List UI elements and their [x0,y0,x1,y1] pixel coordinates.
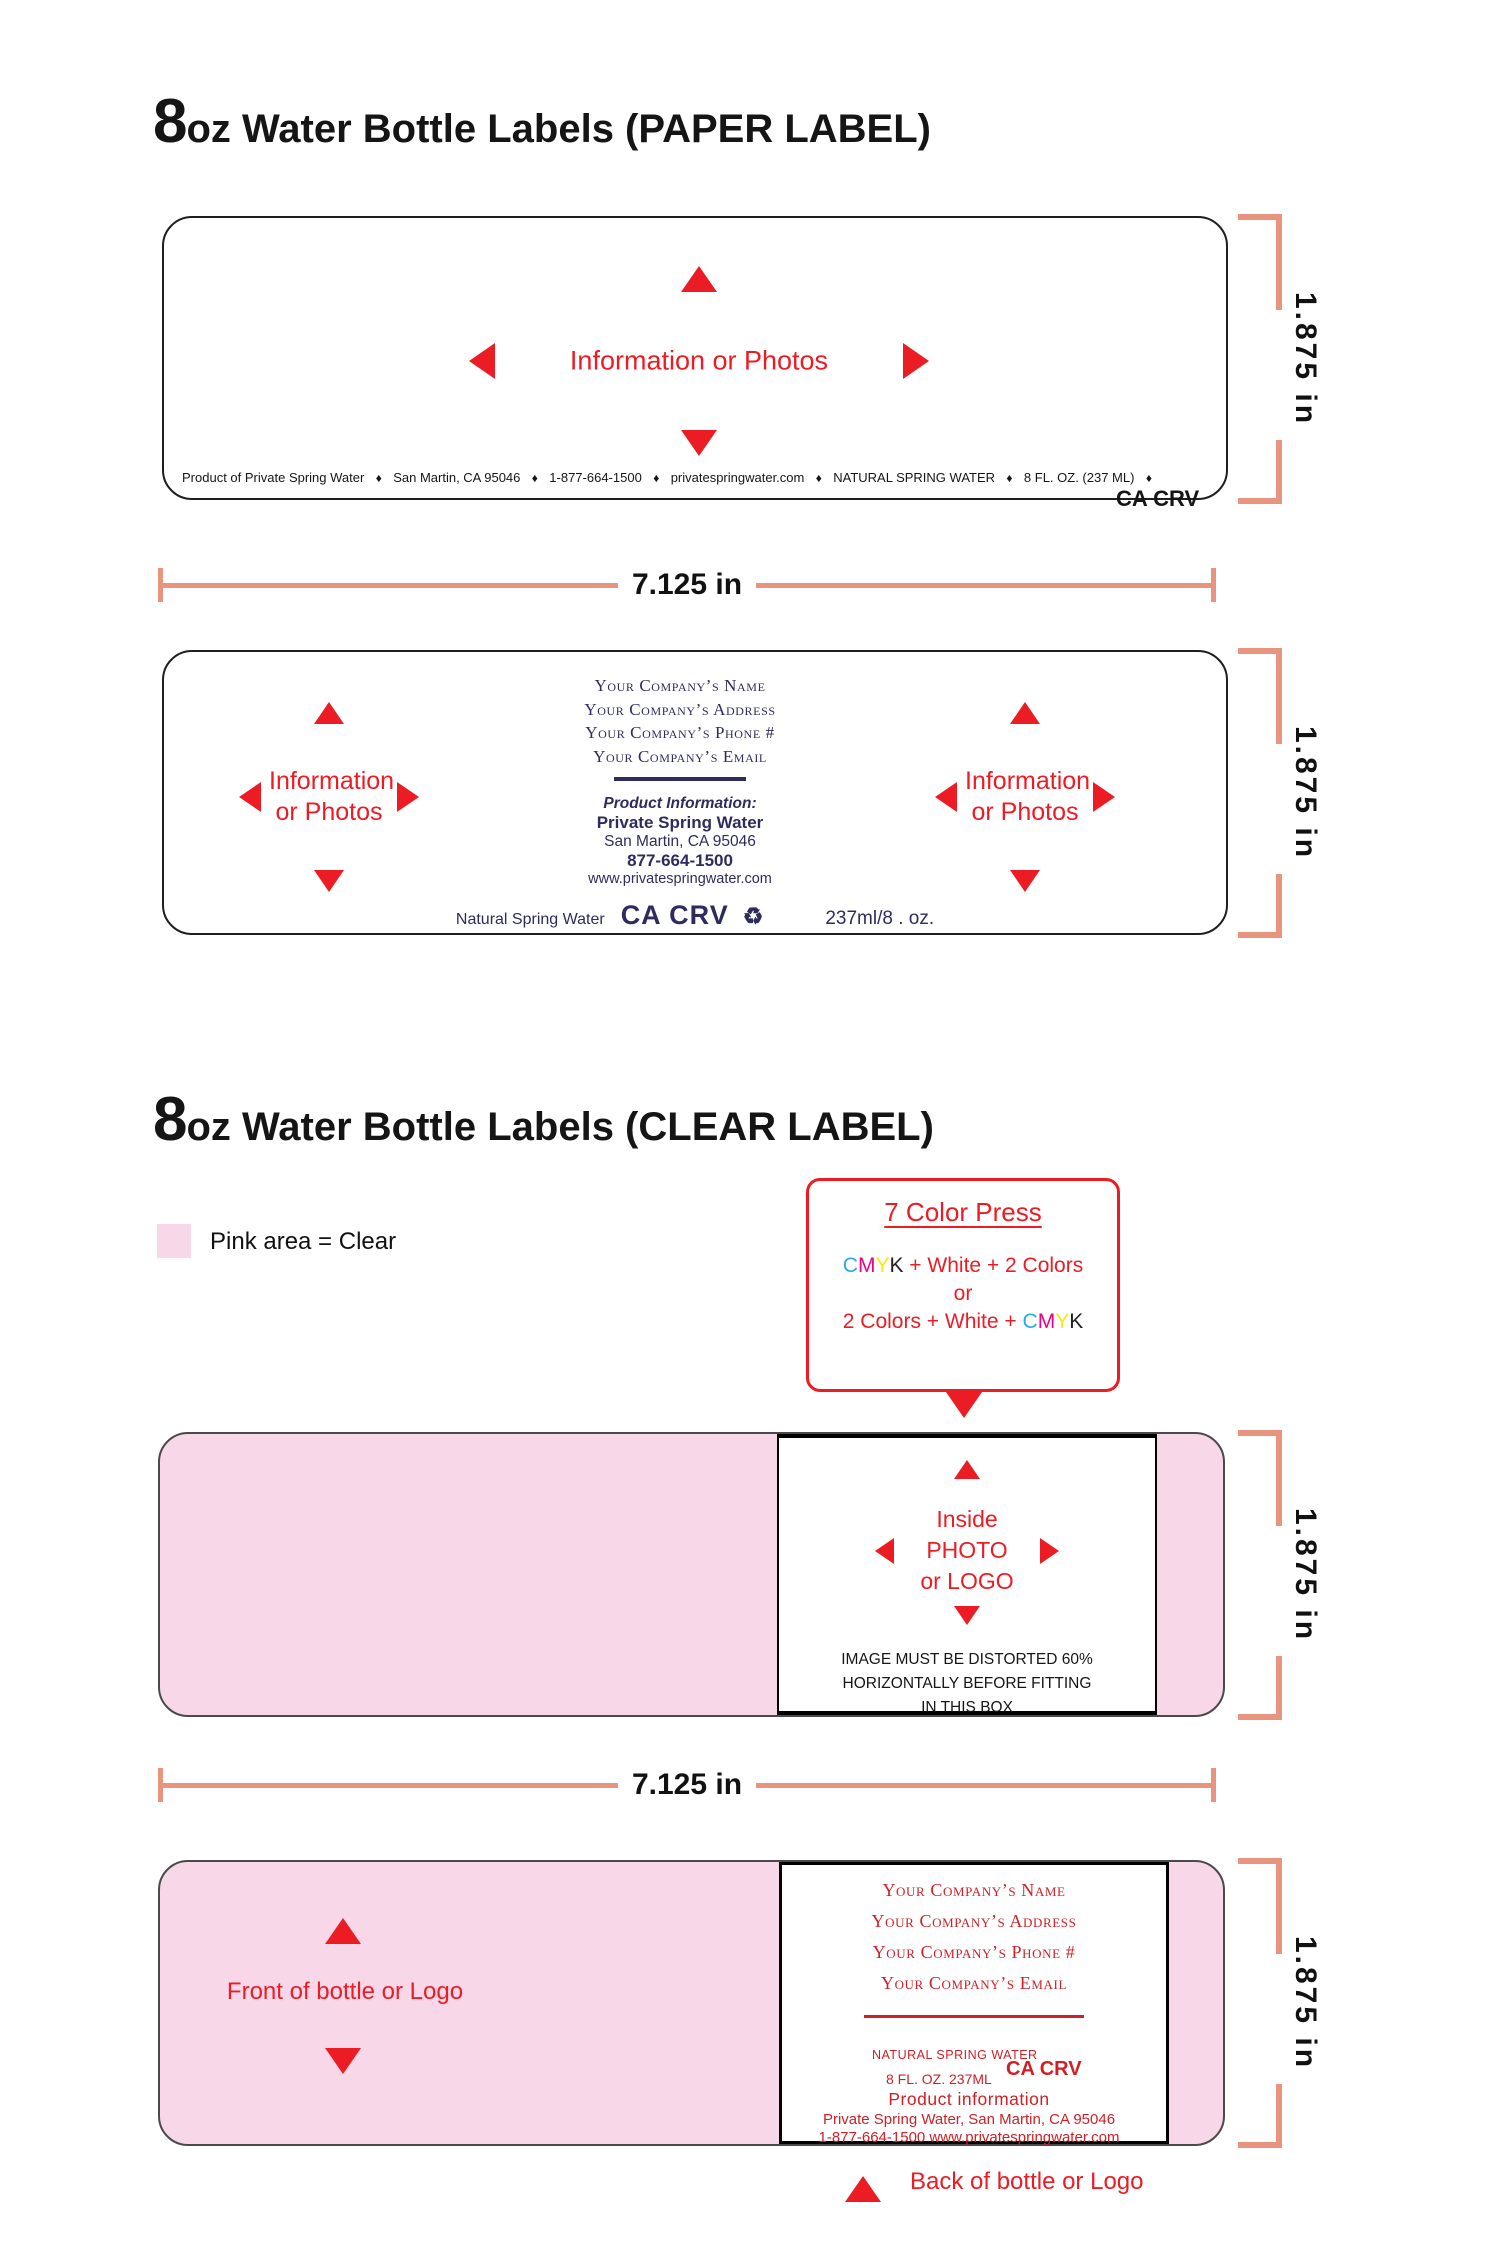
down-arrow-icon [954,1606,980,1625]
bracket-bar [1276,214,1282,310]
back-info-window [779,1862,1169,2144]
right-arrow-icon [1093,782,1115,812]
down-arrow-icon [314,870,344,892]
up-arrow-icon [681,266,717,292]
fine-print-segment: 1-877-664-1500 [549,470,642,485]
down-arrow-icon [681,430,717,456]
natural-spring-water-text: NATURAL SPRING WATER [872,2048,1038,2062]
width-dimension-label: 7.125 in [631,1768,743,1801]
up-arrow-icon [845,2176,881,2202]
left-arrow-icon [469,343,495,379]
placement-arrows-cluster-left [239,702,419,892]
title-big-8: 8 [153,87,187,156]
paper-label-info-template [162,650,1228,935]
product-info-heading: Product Information: [603,795,757,812]
bracket-bar [1276,648,1282,744]
company-phone-line: Your Company’s Phone # [872,1942,1076,1962]
inside-photo-window [777,1434,1157,1715]
dimension-line [756,1783,1211,1788]
right-arrow-icon [1040,1538,1059,1564]
width-dimension-label: 7.125 in [631,568,743,601]
company-address-line: Your Company’s Address [871,1911,1077,1931]
width-dimension-line [158,568,1216,602]
diamond-separator-icon: ♦ [653,471,660,485]
dimension-line [163,583,618,588]
bracket-bar [1276,874,1282,938]
clear-label-inside-template [158,1432,1225,1717]
producer-contact-line: 1-877-664-1500 www.privatespringwater.com [818,2129,1120,2146]
up-arrow-icon [325,1918,361,1944]
clear-label-front-back-template [158,1860,1225,2146]
ca-crv-mark: CA CRV [1006,2058,1082,2080]
product-info-heading: Product information [888,2089,1050,2109]
callout-title: 7 Color Press [884,1197,1042,1227]
bracket-bottom-arm [1238,498,1282,504]
info-or-photos-placeholder: Information or Photos [569,345,829,376]
company-info-block [782,1875,1166,1999]
paper-label-front-template [162,216,1228,500]
producer-address-line: Private Spring Water, San Martin, CA 95046 [822,2111,1116,2128]
natural-spring-water-text: Natural Spring Water [455,911,605,928]
bracket-bottom-arm [1238,1714,1282,1720]
height-dimension-bracket [1238,648,1322,938]
right-arrow-icon [397,782,419,812]
company-email-line: Your Company’s Email [593,746,767,766]
ca-crv-mark: CA CRV [1116,486,1200,511]
dimension-tick [1211,1768,1216,1802]
regulatory-row [164,900,1226,931]
fine-print-segment: Product of Private Spring Water [182,470,365,485]
product-website: www.privatespringwater.com [588,871,772,887]
callout-pointer-icon [946,1392,982,1418]
volume-text: 8 FL. OZ. 237ML [886,2071,992,2087]
product-city: San Martin, CA 95046 [604,833,756,850]
down-arrow-icon [1010,870,1040,892]
height-dimension-bracket [1238,1858,1322,2148]
seven-color-press-callout [806,1178,1120,1392]
bracket-bar [1276,1858,1282,1954]
fine-print-segment: San Martin, CA 95046 [393,470,521,485]
fine-print-segment: 8 FL. OZ. (237 ML) [1023,470,1135,485]
bracket-bottom-arm [1238,932,1282,938]
color-combo-line-1: CMYK + White + 2 Colors [842,1254,1084,1277]
product-phone: 877-664-1500 [627,851,733,870]
height-dimension-label: 1.875 in [1289,1507,1322,1643]
bracket-bar [1276,1656,1282,1720]
right-arrow-icon [903,343,929,379]
info-or-photos-placeholder: Information or Photos [269,767,395,826]
clear-label-title [153,1084,934,1155]
company-address-line: Your Company’s Address [584,699,776,719]
company-email-line: Your Company’s Email [880,1973,1068,1993]
divider-line [614,777,746,781]
company-phone-line: Your Company’s Phone # [585,723,775,742]
volume-text: 237ml/8 . oz. [825,908,935,929]
pink-swatch [157,1224,191,1258]
height-dimension-label: 1.875 in [1289,291,1322,427]
height-dimension-bracket [1238,1430,1322,1720]
bracket-bar [1276,440,1282,504]
back-of-bottle-note: Back of bottle or Logo [910,2168,1144,2195]
recycle-icon: ♻ [742,903,764,929]
company-info-column [520,674,840,888]
product-name: Private Spring Water [596,813,764,832]
title-rest: oz Water Bottle Labels (PAPER LABEL) [186,107,931,151]
diamond-separator-icon: ♦ [531,471,538,485]
up-arrow-icon [1010,702,1040,724]
ca-crv-mark: CA CRV [620,900,729,930]
fine-print-row [182,470,1152,485]
info-or-photos-placeholder: Information or Photos [965,767,1091,826]
inside-photo-placeholder: Inside PHOTO or LOGO [920,1506,1014,1594]
left-arrow-icon [239,782,261,812]
distortion-note: IMAGE MUST BE DISTORTED 60% HORIZONTALLY BEFORE FITTING IN THIS BOX [841,1651,1093,1716]
dimension-line [163,1783,618,1788]
paper-label-title [153,86,931,157]
height-dimension-bracket [1238,214,1322,504]
color-combo-line-2: 2 Colors + White + CMYK [842,1310,1084,1333]
pink-legend-text: Pink area = Clear [210,1228,397,1255]
divider-line [864,2015,1084,2018]
width-dimension-line [158,1768,1216,1802]
diamond-separator-icon: ♦ [815,471,822,485]
title-rest: oz Water Bottle Labels (CLEAR LABEL) [186,1105,934,1149]
bracket-bottom-arm [1238,2142,1282,2148]
front-of-bottle-placeholder: Front of bottle or Logo [226,1978,464,2005]
fine-print-segment: privatespringwater.com [670,470,805,485]
dimension-line [756,583,1211,588]
company-name-line: Your Company’s Name [594,676,766,695]
diamond-separator-icon: ♦ [1145,471,1152,485]
placement-arrows-cluster-right [935,702,1115,892]
up-arrow-icon [954,1460,980,1479]
placement-arrows-cluster [469,266,929,456]
down-arrow-icon [325,2048,361,2074]
left-arrow-icon [935,782,957,812]
dimension-tick [1211,568,1216,602]
diamond-separator-icon: ♦ [1006,471,1013,485]
or-text: or [953,1282,973,1305]
height-dimension-label: 1.875 in [1289,725,1322,861]
title-big-8: 8 [153,1085,187,1154]
up-arrow-icon [314,702,344,724]
bracket-bar [1276,2084,1282,2148]
company-name-line: Your Company’s Name [882,1880,1066,1900]
bracket-bar [1276,1430,1282,1526]
fine-print-segment: NATURAL SPRING WATER [833,470,996,485]
diamond-separator-icon: ♦ [375,471,382,485]
height-dimension-label: 1.875 in [1289,1935,1322,2071]
